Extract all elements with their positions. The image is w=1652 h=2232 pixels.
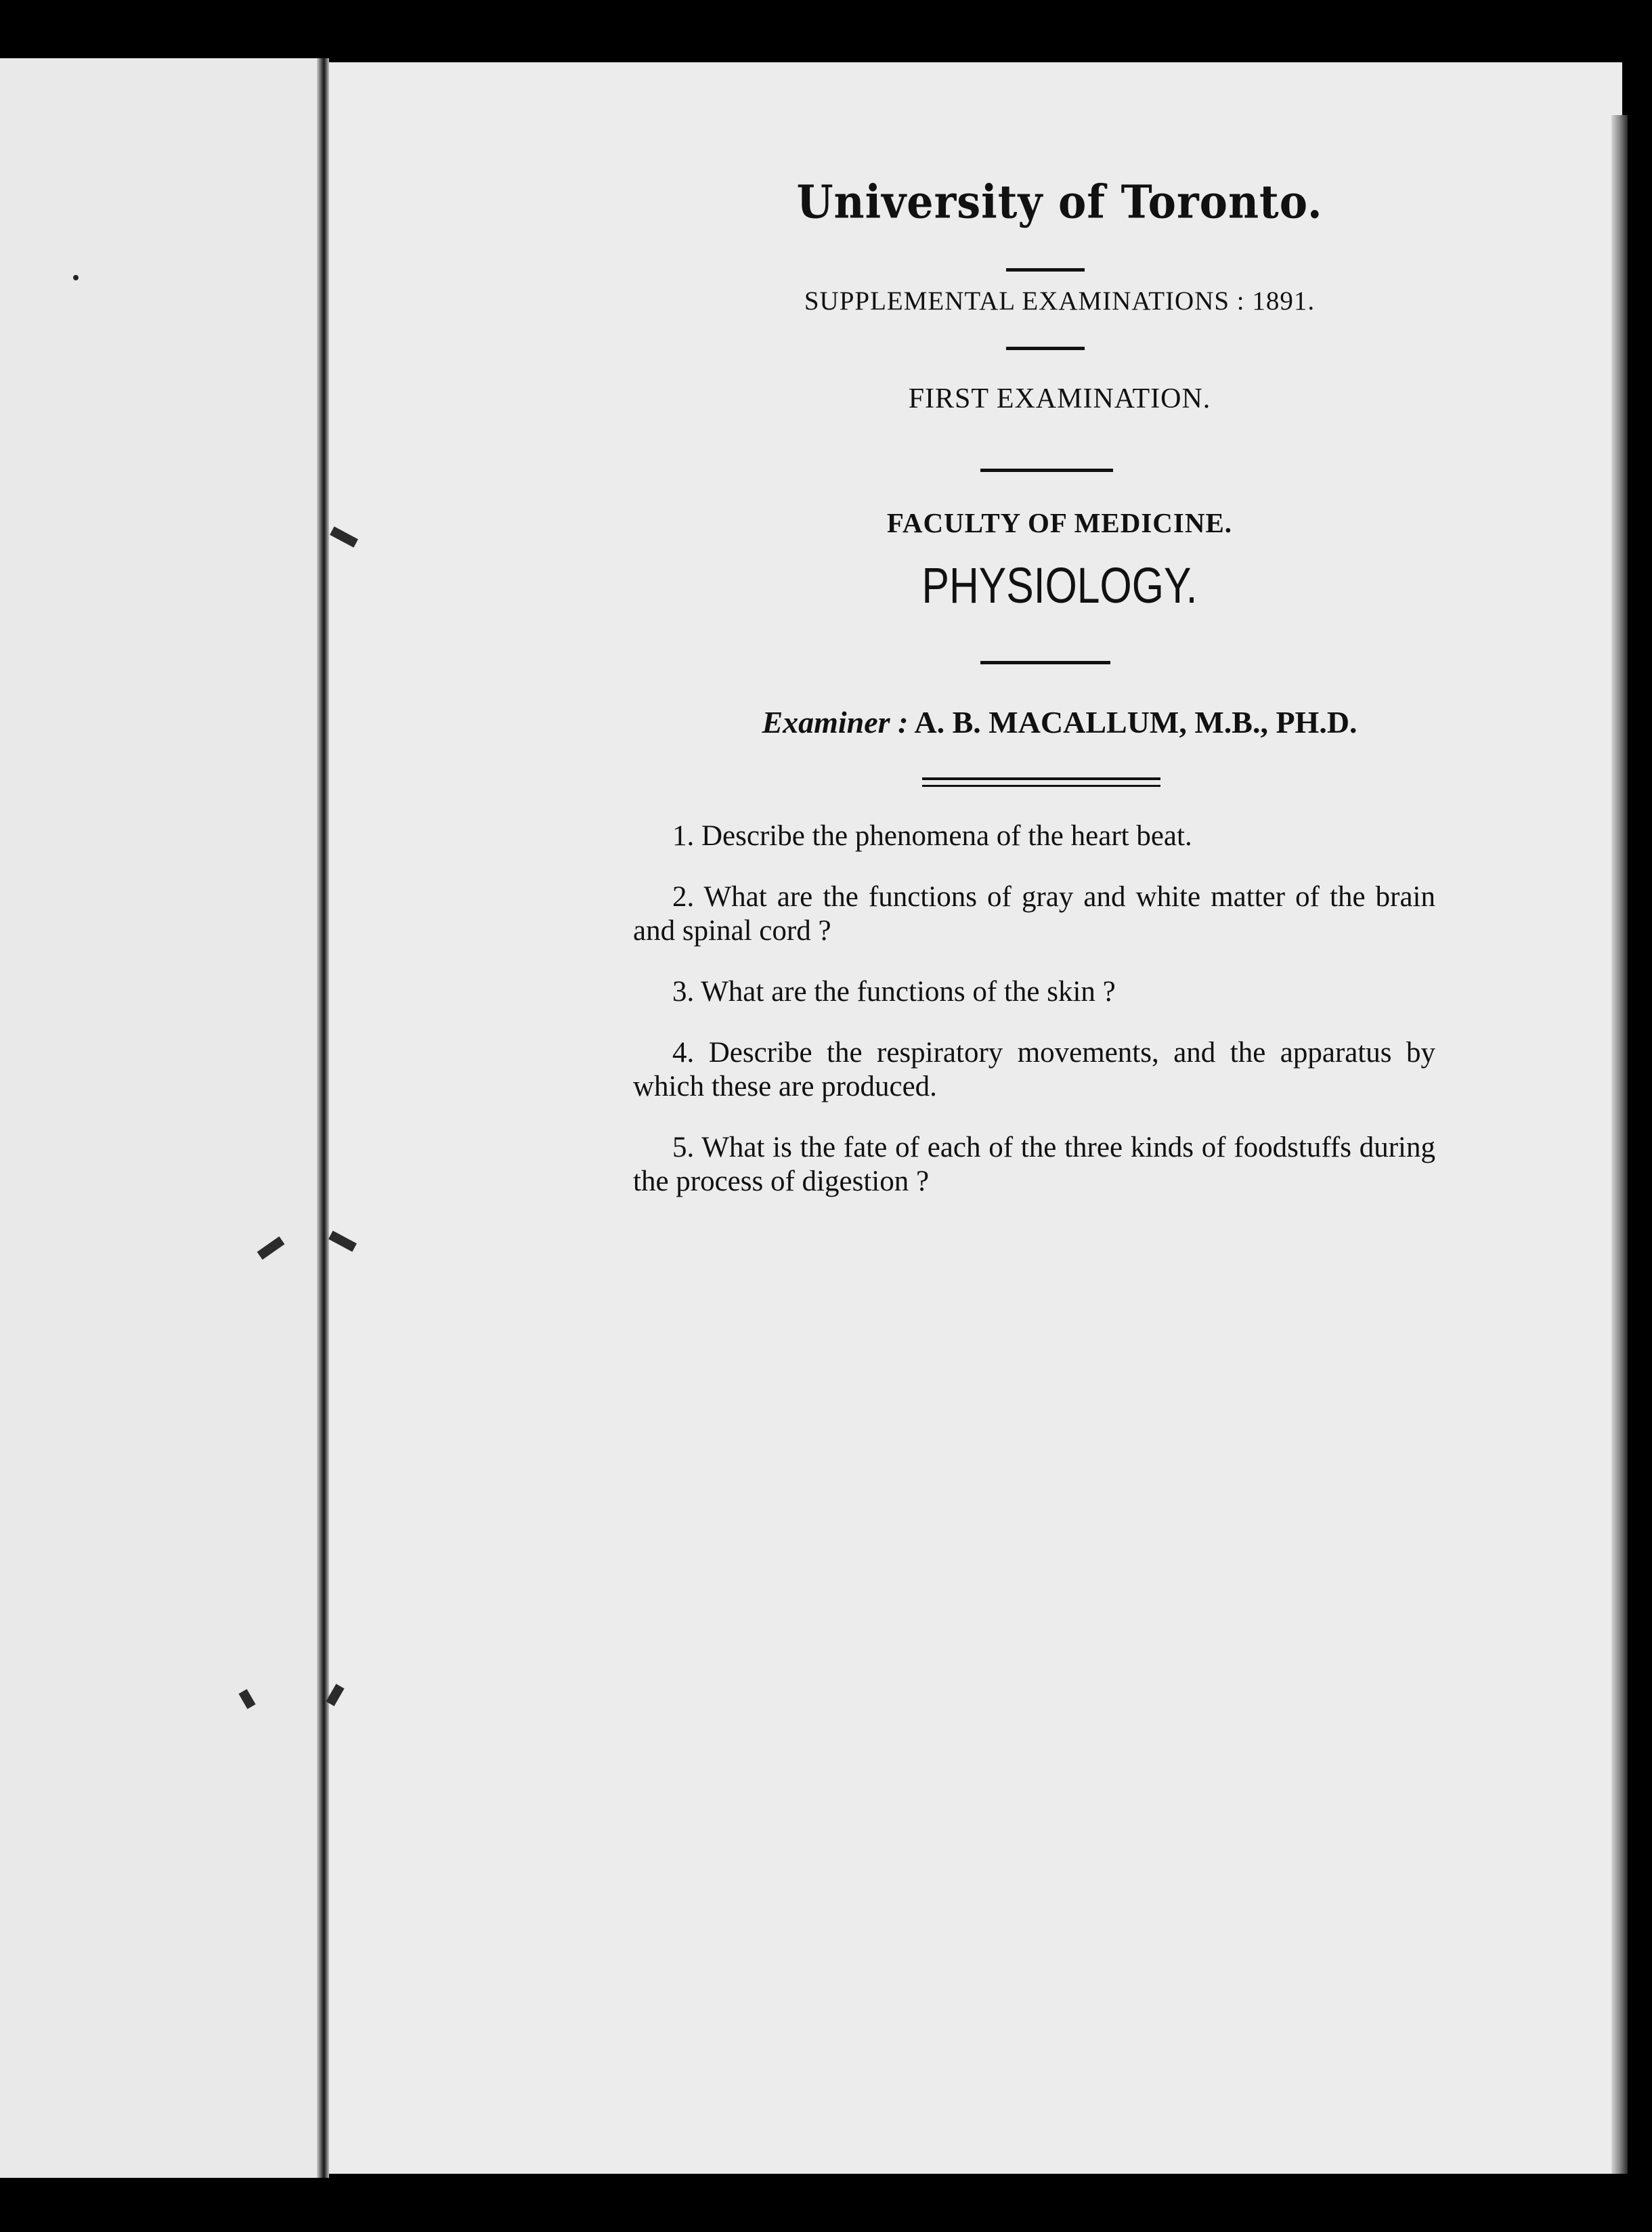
subject-title: PHYSIOLOGY.: [921, 557, 1198, 614]
question-list: [633, 819, 1435, 1226]
paper-speck: [73, 275, 79, 280]
header-rule: [1006, 268, 1085, 272]
faculty-heading: FACULTY OF MEDICINE.: [886, 507, 1233, 538]
book-spine: [317, 58, 329, 2178]
question-item: 3. What are the functions of the skin ?: [672, 976, 1116, 1008]
section-rule: [980, 469, 1113, 472]
left-blank-leaf: [0, 58, 325, 2178]
question-item: 2. What are the functions of gray and white matter of the brain and spinal cord ?: [633, 881, 1435, 947]
section-rule: [980, 661, 1110, 664]
question-item: 4. Describe the respiratory movements, and the apparatus by which these are produced.: [633, 1037, 1435, 1102]
examiner-line: [677, 704, 1442, 740]
question-item: 1. Describe the phenomena of the heart beat.: [672, 820, 1192, 852]
examiner-role: Examiner :: [762, 705, 909, 739]
institution-heading: University of Toronto.: [796, 175, 1323, 229]
page-edge-shadow: [1611, 115, 1628, 2174]
examiner-name: A. B. MACALLUM, M.B., PH.D.: [914, 705, 1357, 739]
question-item: 5. What is the fate of each of the three kinds of foodstuffs during the process of digestion ?: [633, 1132, 1435, 1197]
examination-level: FIRST EXAMINATION.: [908, 383, 1211, 414]
double-rule: [922, 777, 1160, 787]
examination-series: SUPPLEMENTAL EXAMINATIONS : 1891.: [804, 286, 1316, 316]
header-rule: [1006, 347, 1085, 350]
